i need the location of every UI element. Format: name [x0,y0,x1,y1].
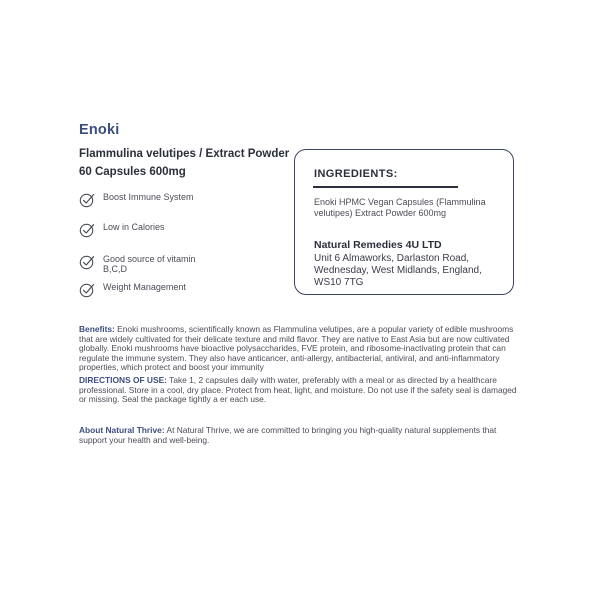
directions-text: Take 1, 2 capsules daily with water, preferably with a meal or as directed by a healthcare professional. Store in a cool, dry place. Protect from heat, light, and moisture. Do not use if the safety seal is damaged or missing. Seal the package tightly a er each use. [79,375,517,405]
check-circle-icon [79,282,95,298]
check-circle-icon [79,222,95,238]
ingredients-title: INGREDIENTS: [314,168,398,180]
feature-item [79,220,165,250]
feature-label: Boost Immune System [103,192,194,202]
company-name: Natural Remedies 4U LTD [314,239,442,251]
feature-label: Low in Calories [103,222,165,232]
ingredients-text: Enoki HPMC Vegan Capsules (Flammulina velutipes) Extract Powder 600mg [314,197,486,218]
about-paragraph [79,426,524,445]
feature-item [79,190,194,220]
about-text: At Natural Thrive, we are committed to bringing you high-quality natural supplements that support your health and well-being. [79,425,497,445]
feature-item [79,280,186,310]
product-capsules: 60 Capsules 600mg [79,166,186,178]
ingredients-box [294,149,514,295]
feature-item [79,252,213,282]
company-address: Unit 6 Almaworks, Darlaston Road, Wednesday, West Midlands, England, WS10 7TG [314,253,482,288]
about-label: About Natural Thrive: [79,425,165,435]
ingredients-divider [313,186,458,188]
benefits-text: Enoki mushrooms, scientifically known as Flammulina velutipes, are a popular variety of edible mushrooms that are widely cultivated for their delicate texture and mild flavor. They are native to East Asia but are now cultivated globally. Enoki mushrooms have bioactive polysaccharides, FVE protein, and ribosome-inactivating protein that can regulate the immune system. They also have anticancer, anti-allergy, antibacterial, antiviral, and anti-inflammatory properties, which protect and boost your immunity [79,324,514,373]
feature-label: Good source of vitamin B,C,D [103,254,196,274]
directions-label: DIRECTIONS OF USE: [79,375,167,385]
product-subtitle: Flammulina velutipes / Extract Powder [79,148,290,160]
benefits-label: Benefits: [79,324,115,334]
feature-label: Weight Management [103,282,186,292]
product-title: Enoki [79,122,120,138]
directions-paragraph [79,376,524,405]
check-circle-icon [79,254,95,270]
check-circle-icon [79,192,95,208]
benefits-paragraph [79,325,524,373]
